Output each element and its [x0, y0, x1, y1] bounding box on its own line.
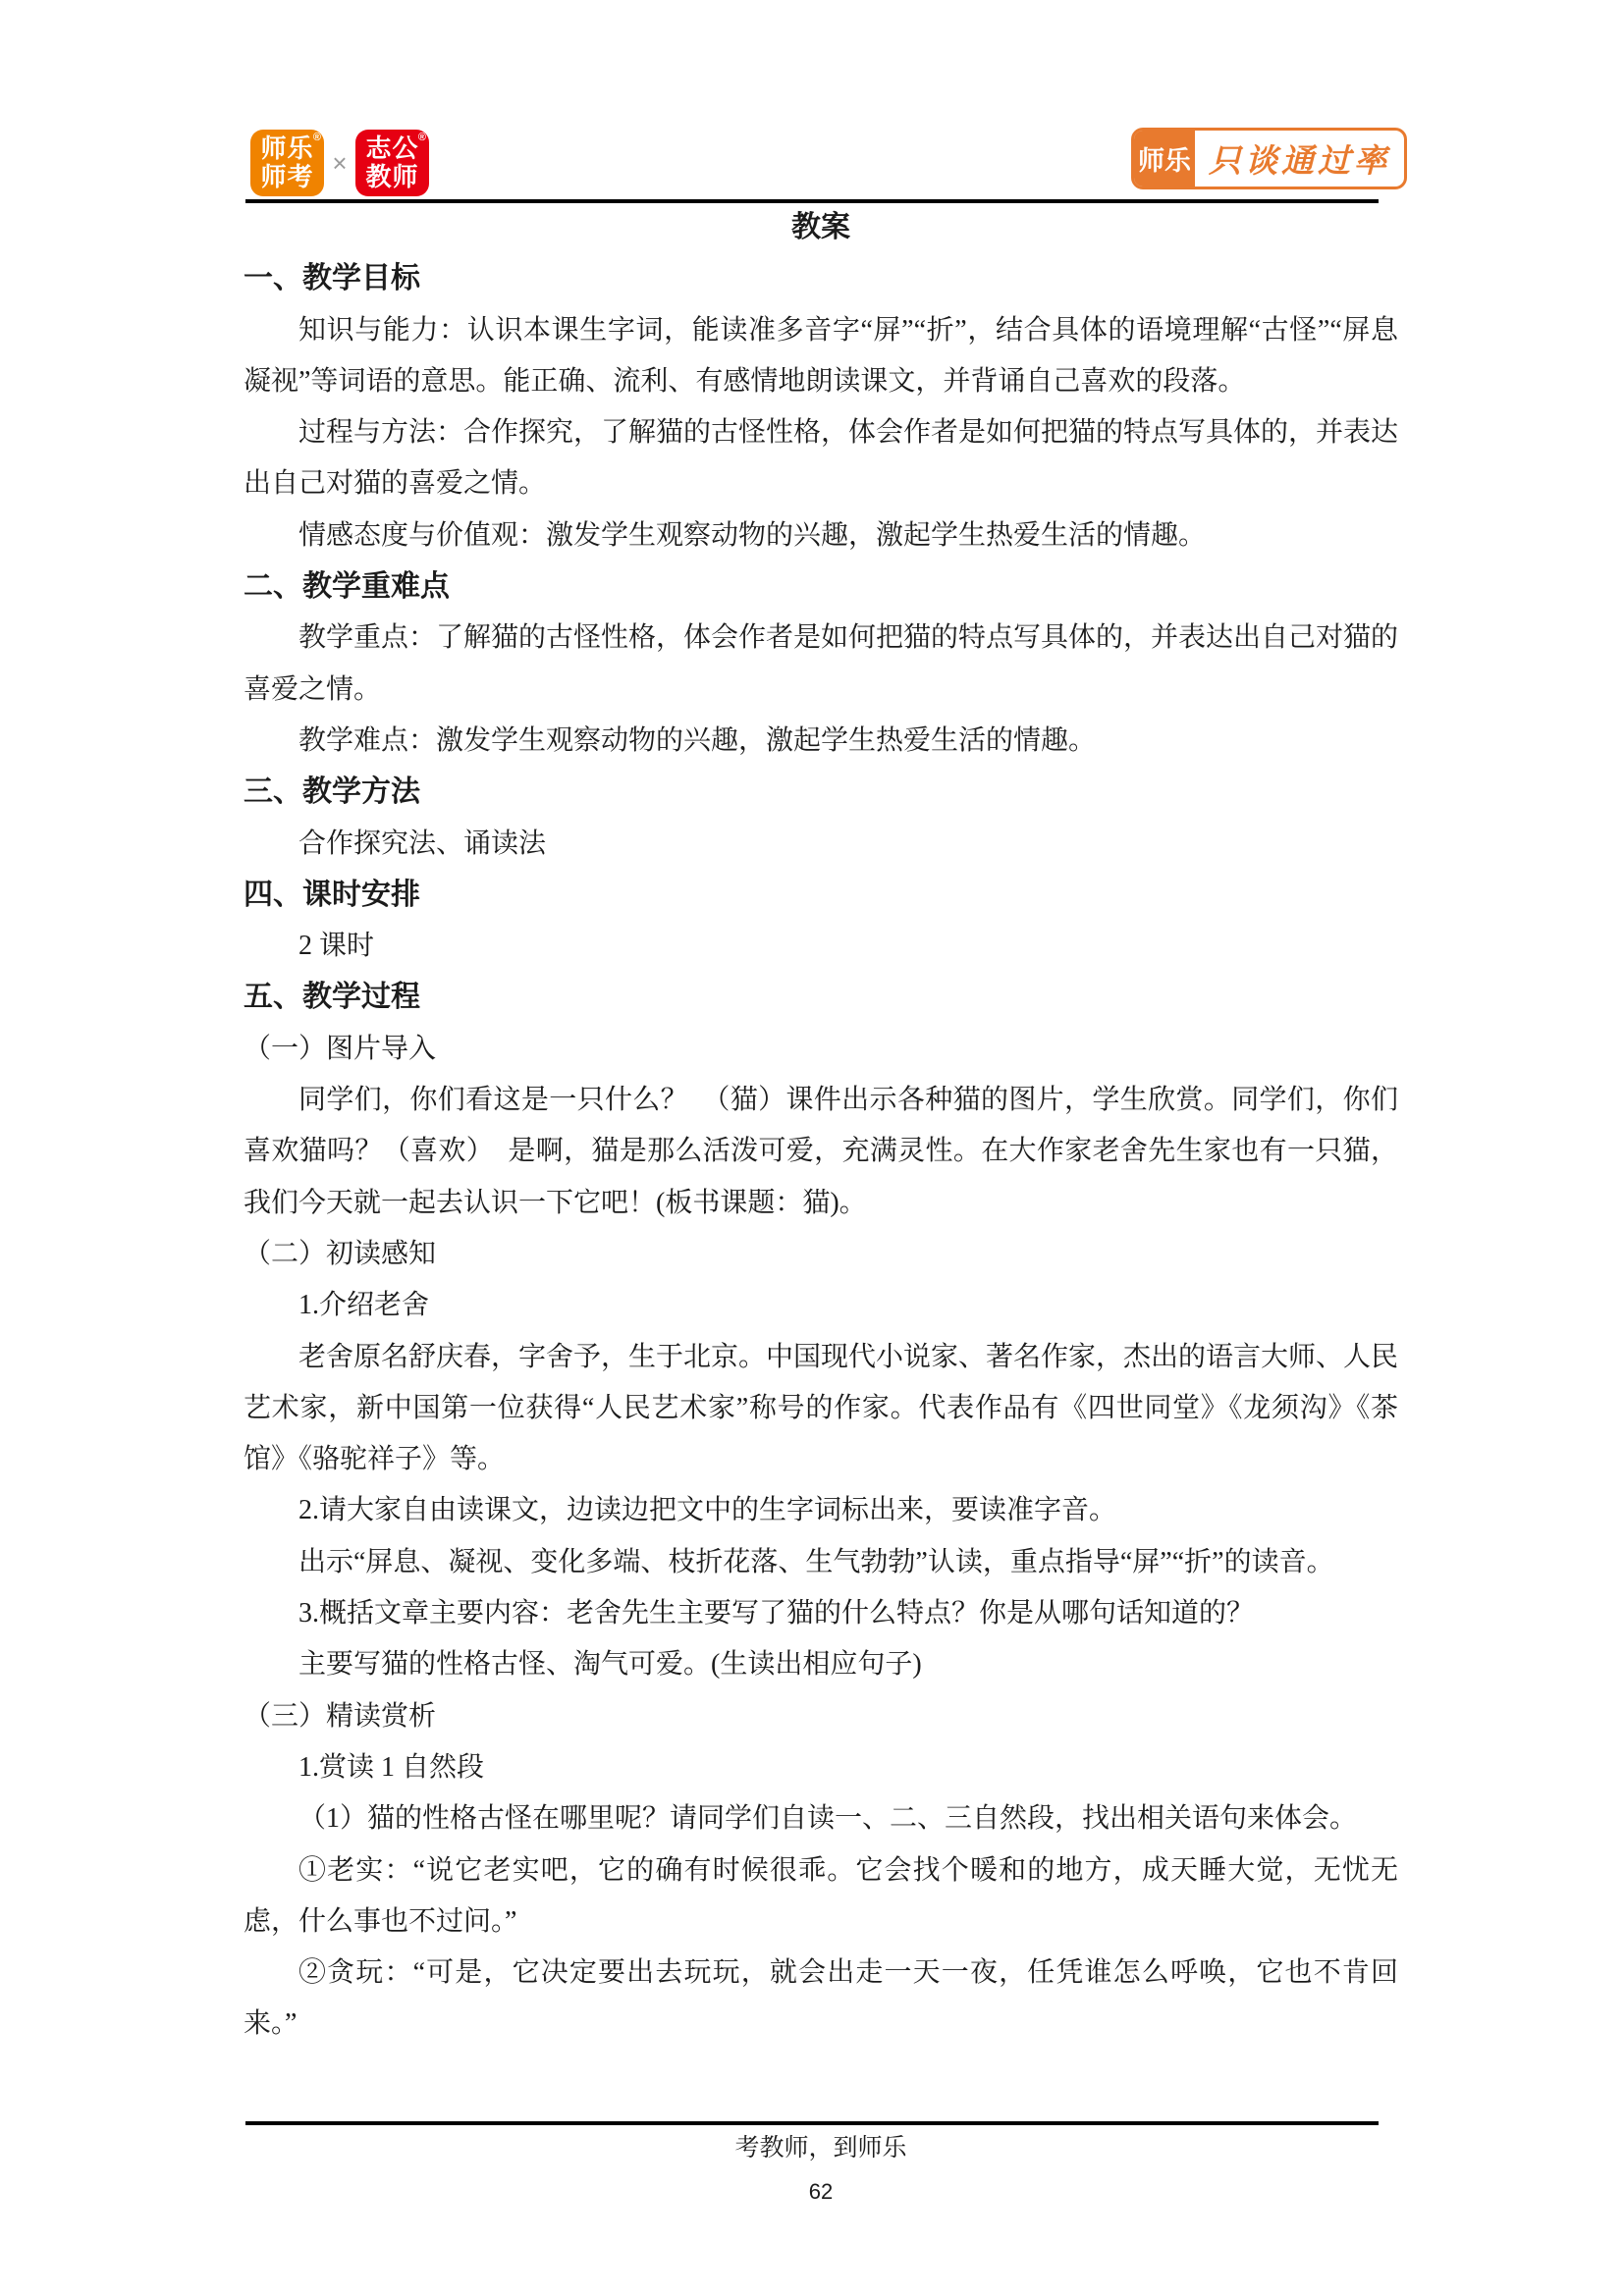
registered-mark-icon: ®	[312, 132, 321, 143]
brand-slogan-badge	[1131, 128, 1407, 189]
section-heading: 三、教学方法	[244, 775, 420, 809]
paragraph: 2 课时	[298, 931, 375, 962]
paragraph: 1.赏读 1 自然段	[298, 1751, 485, 1783]
cross-icon: ×	[332, 147, 348, 178]
paragraph: （1）猫的性格古怪在哪里呢？请同学们自读一、二、三自然段，找出相关语句来体会。	[298, 1803, 1358, 1835]
page-number: 62	[808, 2179, 834, 2204]
paragraph: ①老实：“说它老实吧，它的确有时候很乖。它会找个暖和的地方，成天睡大觉，无忧无虑，什么事也不过问。”	[244, 1854, 1398, 1937]
logo-line: 师乐	[260, 133, 314, 163]
document-body	[244, 202, 1398, 2051]
paragraph: 3.概括文章主要内容：老舍先生主要写了猫的什么特点？你是从哪句话知道的？	[298, 1598, 1255, 1629]
paragraph: （一）图片导入	[244, 1033, 437, 1064]
section-heading: 五、教学过程	[244, 981, 420, 1014]
brand-logo-zhigongjiaoshi	[355, 130, 429, 196]
registered-mark-icon: ®	[417, 132, 426, 143]
brand-logo-shiyueshikao	[250, 130, 324, 196]
paragraph: 教学难点：激发学生观察动物的兴趣，激起学生热爱生活的情趣。	[298, 724, 1097, 756]
paragraph: 2.请大家自由读课文，边读边把文中的生字词标出来，要读准字音。	[298, 1495, 1117, 1526]
badge-slogan-text: 只谈通过率	[1209, 144, 1390, 180]
logo-line: 教师	[365, 162, 419, 191]
paragraph: 出示“屏息、凝视、变化多端、枝折花落、生气勃勃”认读，重点指导“屏”“折”的读音。	[298, 1546, 1334, 1577]
paragraph: 情感态度与价值观：激发学生观察动物的兴趣，激起学生热爱生活的情趣。	[298, 519, 1207, 551]
section-heading: 四、课时安排	[244, 878, 420, 911]
logo-line: 师考	[260, 162, 314, 191]
paragraph: 1.介绍老舍	[298, 1290, 430, 1321]
paragraph: 知识与能力：认识本课生字词，能读准多音字“屏”“折”，结合具体的语境理解“古怪”“屏息凝视”等词语的意思。能正确、流利、有感情地朗读课文，并背诵自己喜欢的段落。	[244, 314, 1398, 397]
paragraph: （二）初读感知	[244, 1238, 437, 1269]
section-heading: 二、教学重难点	[244, 570, 450, 604]
paragraph: ②贪玩：“可是，它决定要出去玩玩，就会出走一天一夜，任凭谁怎么呼唤，它也不肯回来。”	[244, 1957, 1398, 2040]
paragraph: （三）精读赏析	[244, 1700, 437, 1732]
footer-slogan: 考教师，到师乐	[734, 2135, 907, 2162]
paragraph: 同学们，你们看这是一只什么？ （猫）课件出示各种猫的图片，学生欣赏。同学们，你们喜欢猫吗？（喜欢） 是啊，猫是那么活泼可爱，充满灵性。在大作家老舍先生家也有一只猫，我们今天就一起去认识一下它吧！(板书课题：猫)。	[244, 1085, 1398, 1218]
footer-rule	[245, 2121, 1379, 2125]
logo-line: 志公	[365, 133, 419, 163]
header-logos	[250, 130, 429, 196]
paragraph: 过程与方法：合作探究，了解猫的古怪性格，体会作者是如何把猫的特点写具体的，并表达出自己对猫的喜爱之情。	[244, 417, 1399, 500]
paragraph: 教学重点：了解猫的古怪性格，体会作者是如何把猫的特点写具体的，并表达出自己对猫的喜爱之情。	[244, 622, 1399, 705]
paragraph: 老舍原名舒庆春，字舍予，生于北京。中国现代小说家、著名作家，杰出的语言大师、人民艺术家，新中国第一位获得“人民艺术家”称号的作家。代表作品有《四世同堂》《龙须沟》《茶馆》《骆驼祥子》等。	[244, 1341, 1399, 1475]
document-title: 教案	[791, 211, 850, 243]
badge-brand-name: 师乐	[1134, 131, 1195, 187]
section-heading: 一、教学目标	[244, 262, 420, 295]
paragraph: 合作探究法、诵读法	[298, 828, 547, 859]
paragraph: 主要写猫的性格古怪、淘气可爱。(生读出相应句子)	[298, 1649, 922, 1681]
